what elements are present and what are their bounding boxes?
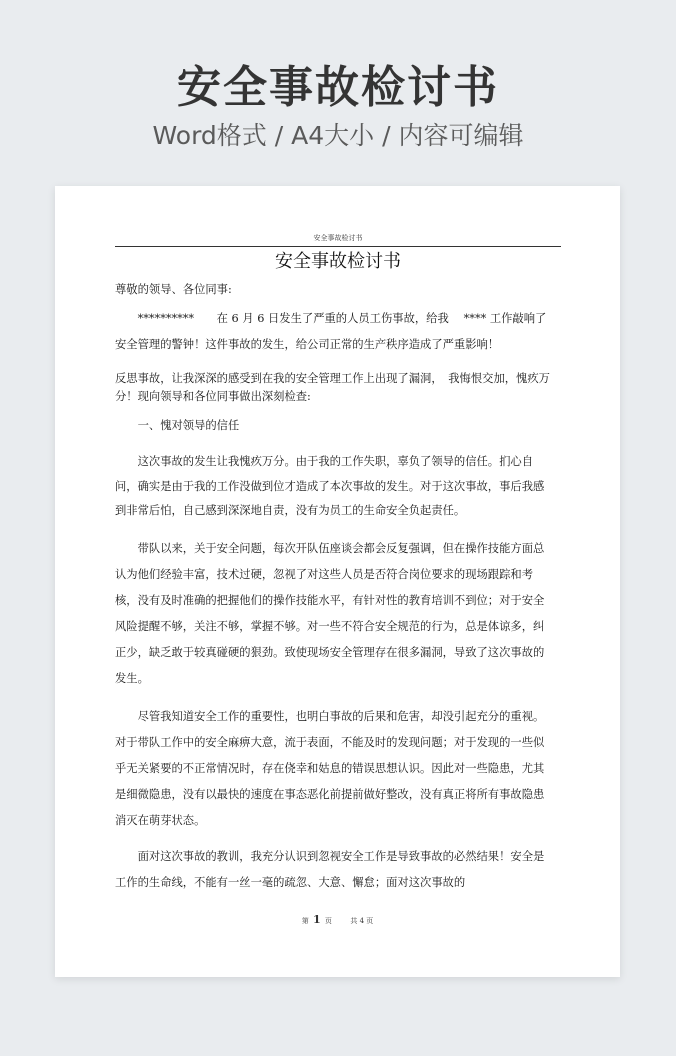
total-suffix: 页 xyxy=(366,917,374,925)
page-number: 1 xyxy=(312,913,321,926)
page-footer xyxy=(55,913,620,926)
paragraph: 带队以来，关于安全问题，每次开队伍座谈会都会反复强调，但在操作技能方面总认为他们经验丰富，技术过硬，忽视了对这些人员是否符合岗位要求的现场跟踪和考核，没有及时准确的把握他们的操作技能水平，有针对性的教育培训不到位；对于安全风险提醒不够，关注不够，掌握不够。对一些不符合安全规范的行为，总是体谅多，纠正少，缺乏敢于较真碰硬的狠劲。致使现场安全管理存在很多漏洞，导致了这次事故的发生。 xyxy=(115,541,545,685)
running-head: 安全事故检讨书 xyxy=(313,234,363,242)
total-prefix: 共 xyxy=(350,917,358,925)
section-heading: 一、愧对领导的信任 xyxy=(137,419,240,432)
page-prefix: 第 xyxy=(301,917,309,925)
salutation: 尊敬的领导、各位同事: xyxy=(115,283,232,296)
banner-subtitle: Word格式 / A4大小 / 内容可编辑 xyxy=(152,121,524,150)
paragraph: 反思事故，让我深深的感受到在我的安全管理工作上出现了漏洞， 我悔恨交加，愧疚万分！现向领导和各位同事做出深刻检查: xyxy=(115,372,550,403)
header-rule xyxy=(115,246,561,247)
page-suffix: 页 xyxy=(324,917,332,925)
document-title: 安全事故检讨书 xyxy=(275,251,401,272)
paragraph: 尽管我知道安全工作的重要性，也明白事故的后果和危害，却没引起充分的重视。对于带队工作中的安全麻痹大意，流于表面，不能及时的发现问题；对于发现的一些似乎无关紧要的不正常情况时，存在侥幸和姑息的错误思想认识。因此对一些隐患，尤其是细微隐患，没有以最快的速度在事态恶化前提前做好整改，没有真正将所有事故隐患消灭在萌芽状态。 xyxy=(115,709,545,827)
document-page xyxy=(55,186,620,977)
document-body xyxy=(115,280,555,896)
banner-title: 安全事故检讨书 xyxy=(177,62,499,113)
paragraph: 这次事故的发生让我愧疚万分。由于我的工作失职，辜负了领导的信任。扪心自问，确实是由于我的工作没做到位才造成了本次事故的发生。对于这次事故，事后我感到非常后怕，自己感到深深地自责，没有为员工的生命安全负起责任。 xyxy=(115,455,545,517)
paragraph: 面对这次事故的教训，我充分认识到忽视安全工作是导致事故的必然结果！安全是工作的生命线，不能有一丝一毫的疏忽、大意、懈怠；面对这次事故的 xyxy=(115,849,545,889)
total-pages: 4 xyxy=(359,917,365,925)
paragraph: ********** 在 6 月 6 日发生了严重的人员工伤事故，给我 **** 工作敲响了安全管理的警钟！这件事故的发生，给公司正常的生产秩序造成了严重影响！ xyxy=(115,312,547,351)
